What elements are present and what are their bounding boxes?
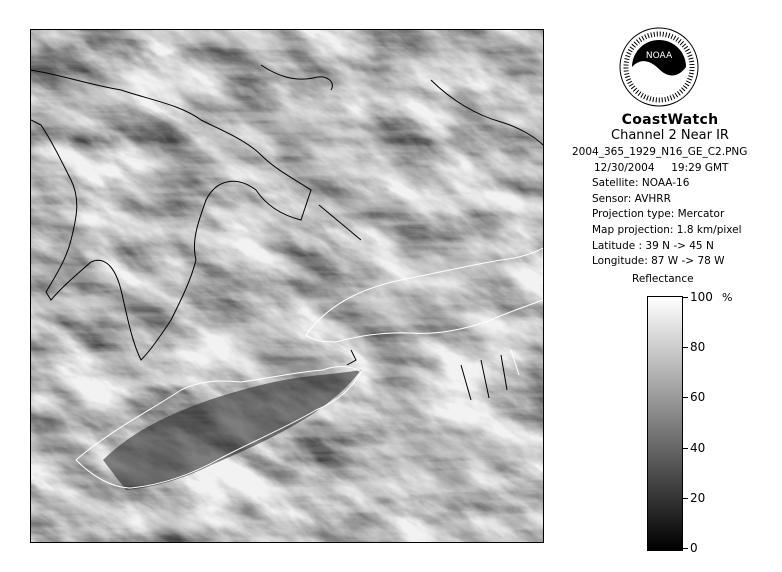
- colorbar-tick-label: 60: [690, 390, 706, 405]
- date-text: 12/30/2004: [594, 161, 655, 174]
- colorbar-tick-label: 100: [690, 290, 713, 304]
- legend-unit: %: [722, 291, 733, 304]
- channel-label: Channel 2 Near IR: [611, 128, 729, 143]
- colorbar-tick-label: 40: [690, 440, 706, 455]
- longitude-text: Longitude: 87 W -> 78 W: [592, 255, 725, 268]
- colorbar-tick: [682, 498, 688, 499]
- noaa-logo-text: NOAA: [645, 51, 673, 61]
- time-text: 19:29 GMT: [671, 161, 729, 174]
- legend-title: Reflectance: [632, 273, 694, 285]
- reflectance-colorbar: [647, 296, 683, 551]
- noaa-seal-icon: [619, 27, 699, 107]
- sensor-text: Sensor: AVHRR: [592, 192, 671, 205]
- satellite-image-canvas: [31, 30, 543, 542]
- satellite-image: [30, 29, 544, 543]
- map-projection-text: Map projection: 1.8 km/pixel: [592, 223, 742, 236]
- colorbar-tick: [682, 397, 688, 398]
- colorbar-tick-label: 0: [690, 541, 698, 555]
- brand-title: CoastWatch: [621, 112, 719, 128]
- datetime-row: [592, 161, 767, 177]
- latitude-text: Latitude : 39 N -> 45 N: [592, 239, 714, 252]
- satellite-text: Satellite: NOAA-16: [592, 177, 690, 190]
- colorbar-tick: [682, 548, 688, 549]
- projection-type-text: Projection type: Mercator: [592, 208, 725, 221]
- colorbar-tick: [682, 297, 688, 298]
- product-header: [560, 112, 780, 143]
- noaa-logo: [619, 27, 699, 107]
- colorbar-tick-label: 20: [690, 490, 706, 505]
- metadata-panel: [572, 145, 767, 270]
- colorbar-tick-label: 80: [690, 340, 706, 355]
- colorbar-tick: [682, 448, 688, 449]
- colorbar-tick: [682, 347, 688, 348]
- filename-text: 2004_365_1929_N16_GE_C2.PNG: [572, 146, 748, 158]
